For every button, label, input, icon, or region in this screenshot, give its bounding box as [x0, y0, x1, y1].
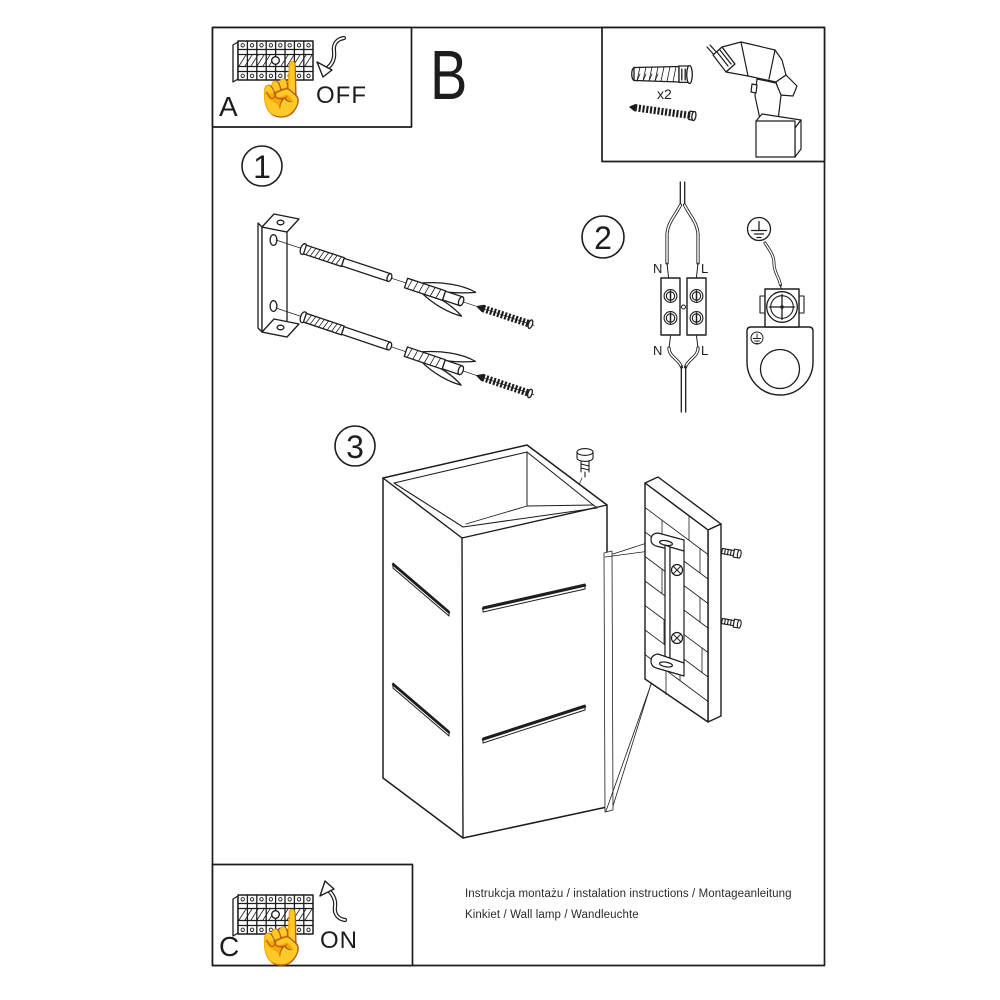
- ground-terminal-plate: [747, 289, 813, 395]
- wire-neutral-label: N: [653, 343, 663, 358]
- step-3-number: 3: [346, 429, 364, 465]
- step-2-number: 2: [594, 220, 612, 256]
- wall-plug-icon: [632, 66, 693, 84]
- wire-live-label: L: [701, 343, 709, 358]
- ground-wire: [765, 243, 782, 292]
- wire-neutral-label: N: [653, 261, 663, 276]
- pressing-hand-icon: ☝: [250, 909, 315, 967]
- footer-product-line: Kinkiet / Wall lamp / Wandleuchte: [465, 909, 639, 921]
- panel-a-label: A: [219, 91, 238, 122]
- power-on-label: ON: [320, 927, 358, 954]
- mounting-bracket-icon: [258, 214, 299, 337]
- terminal-block-icon: [661, 278, 706, 335]
- power-off-label: OFF: [316, 82, 367, 109]
- footer-title-line: Instrukcja montażu / instalation instructions / Montageanleitung: [465, 888, 792, 900]
- earth-ground-icon: [748, 218, 771, 241]
- step-1-number: 1: [253, 149, 271, 185]
- wall-lamp-body-icon: [383, 445, 607, 838]
- panel-c-label: C: [219, 931, 240, 962]
- pressing-hand-icon: ☝: [250, 61, 315, 119]
- hardware-quantity-label: x2: [657, 86, 672, 102]
- wall-screw-icon: [721, 617, 741, 629]
- panel-b-label: B: [430, 36, 468, 114]
- wall-screw-icon: [721, 547, 741, 559]
- wire-live-label: L: [701, 261, 709, 276]
